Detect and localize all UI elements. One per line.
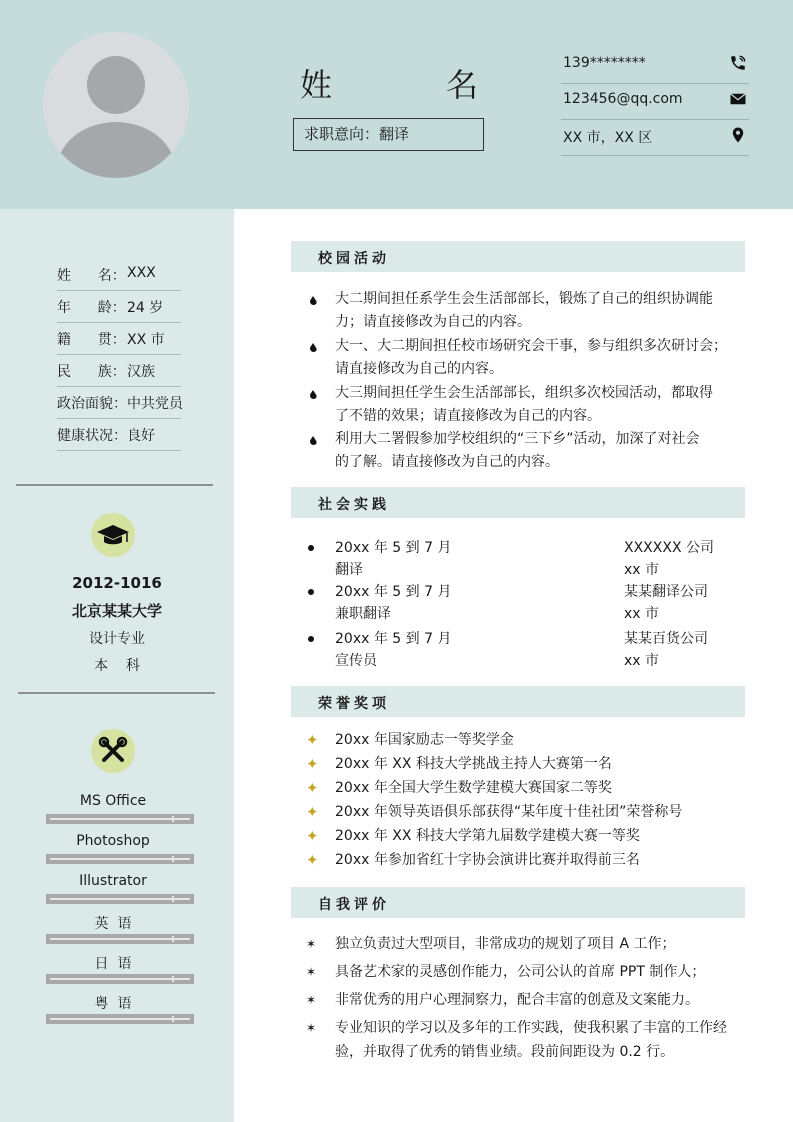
profile-value: 中共党员 — [127, 396, 183, 412]
social-city: xx 市 — [624, 653, 660, 669]
social-role: 兼职翻译 — [335, 606, 391, 622]
sidebar-divider — [16, 484, 213, 486]
social-item — [306, 628, 736, 672]
drop-bullet-icon — [306, 382, 320, 407]
social-date: 20xx 年 5 到 7 月 — [335, 631, 452, 647]
star-bullet-icon: ✶ — [306, 993, 317, 1007]
profile-row-political — [57, 387, 181, 419]
contact-address — [561, 120, 749, 156]
profile-row-age — [57, 291, 181, 323]
education-major: 设计专业 — [89, 631, 145, 647]
section-title: 社会实践 — [318, 497, 390, 513]
section-title: 校园活动 — [318, 251, 390, 267]
name-char-1: 姓 — [300, 66, 333, 104]
campus-line: 力；请直接修改为自己的内容。 — [335, 314, 531, 330]
social-role: 宣传员 — [335, 653, 377, 669]
contact-email-text: 123456@qq.com — [563, 91, 683, 107]
section-header-self-eval — [291, 887, 745, 918]
skill-name: Photoshop — [76, 833, 150, 849]
social-company: 某某百货公司 — [624, 631, 708, 647]
profile-value: 24 岁 — [127, 300, 164, 316]
profile-label: 姓 名： — [57, 268, 126, 284]
star-bullet-icon: ✶ — [306, 937, 317, 951]
skill-bar — [46, 814, 194, 824]
section-title: 自我评价 — [318, 897, 390, 913]
honor-text: 20xx 年 XX 科技大学挑战主持人大赛第一名 — [335, 756, 612, 772]
profile-value: XXX — [127, 265, 156, 281]
star-bullet-icon: ✦ — [306, 803, 319, 821]
drop-bullet-icon — [306, 288, 320, 313]
self-eval-line: 非常优秀的用户心理洞察力，配合丰富的创意及文案能力。 — [335, 992, 699, 1008]
sidebar-divider — [18, 692, 215, 694]
education-school: 北京某某大学 — [71, 602, 162, 620]
honor-text: 20xx 年参加省红十字协会演讲比赛并取得前三名 — [335, 852, 640, 868]
star-bullet-icon: ✦ — [306, 851, 319, 869]
skill-bar — [46, 1014, 194, 1024]
skill-name: 粤 语 — [94, 996, 132, 1012]
social-item — [306, 537, 736, 581]
profile-row-ethnicity — [57, 355, 181, 387]
section-header-honors — [291, 686, 745, 717]
campus-line: 大三期间担任学生会生活部部长，组织多次校园活动，都取得 — [335, 385, 713, 401]
section-title: 荣誉奖项 — [318, 696, 390, 712]
profile-label: 政治面貌： — [57, 396, 127, 412]
tools-icon — [91, 729, 135, 773]
self-eval-line: 独立负责过大型项目，非常成功的规划了项目 A 工作； — [335, 936, 676, 952]
name-title — [300, 60, 478, 106]
skill-bar — [46, 974, 194, 984]
mail-icon — [729, 90, 747, 108]
social-company: XXXXXX 公司 — [624, 540, 714, 556]
honor-text: 20xx 年 XX 科技大学第九届数学建模大赛一等奖 — [335, 828, 640, 844]
skill-bar — [46, 894, 194, 904]
honor-text: 20xx 年国家励志一等奖学金 — [335, 732, 514, 748]
profile-label: 年 龄： — [57, 300, 126, 316]
social-item — [306, 581, 736, 625]
self-eval-line: 专业知识的学习以及多年的工作实践，使我积累了丰富的工作经 — [335, 1020, 727, 1036]
name-char-2: 名 — [445, 66, 478, 104]
avatar-body — [56, 122, 176, 178]
star-bullet-icon: ✦ — [306, 779, 319, 797]
drop-bullet-icon — [306, 428, 320, 453]
contact-phone — [561, 48, 749, 84]
bullet-dot — [308, 589, 314, 595]
profile-label: 籍 贯： — [57, 332, 126, 348]
self-eval-line: 具备艺术家的灵感创作能力，公司公认的首席 PPT 制作人； — [335, 964, 706, 980]
contact-phone-text: 139******** — [563, 55, 646, 71]
job-intent-box: 求职意向：翻译 — [293, 118, 484, 151]
profile-row-name — [57, 259, 181, 291]
bullet-dot — [308, 636, 314, 642]
education-degree: 本 科 — [94, 658, 140, 674]
avatar-head — [87, 56, 145, 114]
profile-value: 良好 — [127, 428, 155, 444]
campus-line: 大一、大二期间担任校市场研究会干事，参与组织多次研讨会； — [335, 338, 727, 354]
star-bullet-icon: ✶ — [306, 1021, 317, 1035]
social-company: 某某翻译公司 — [624, 584, 708, 600]
honor-text: 20xx 年领导英语俱乐部获得“某年度十佳社团”荣誉称号 — [335, 804, 683, 820]
location-pin-icon — [729, 126, 747, 144]
self-eval-line: 验，并取得了优秀的销售业绩。段前间距设为 0.2 行。 — [335, 1044, 675, 1060]
social-city: xx 市 — [624, 562, 660, 578]
graduation-cap-icon — [91, 513, 135, 557]
section-header-campus — [291, 241, 745, 272]
phone-icon — [729, 54, 747, 72]
skill-name: Illustrator — [79, 873, 147, 889]
skill-bar — [46, 934, 194, 944]
profile-label: 民 族： — [57, 364, 126, 380]
profile-row-health — [57, 419, 181, 451]
social-date: 20xx 年 5 到 7 月 — [335, 540, 452, 556]
honor-text: 20xx 年全国大学生数学建模大赛国家二等奖 — [335, 780, 612, 796]
drop-bullet-icon — [306, 335, 320, 360]
avatar — [43, 32, 189, 178]
skill-name: 英 语 — [94, 916, 132, 932]
profile-row-native-place — [57, 323, 181, 355]
bullet-dot — [308, 545, 314, 551]
profile-value: 汉族 — [127, 364, 155, 380]
skill-name: 日 语 — [94, 956, 132, 972]
star-bullet-icon: ✦ — [306, 731, 319, 749]
social-city: xx 市 — [624, 606, 660, 622]
star-bullet-icon: ✶ — [306, 965, 317, 979]
contact-email — [561, 84, 749, 120]
campus-line: 了不错的效果；请直接修改为自己的内容。 — [335, 408, 601, 424]
social-date: 20xx 年 5 到 7 月 — [335, 584, 452, 600]
education-years: 2012-1016 — [72, 574, 162, 592]
profile-value: XX 市 — [127, 332, 165, 348]
skill-name: MS Office — [79, 793, 147, 809]
campus-line: 利用大二署假参加学校组织的“三下乡”活动，加深了对社会 — [335, 431, 700, 447]
campus-line: 的了解。请直接修改为自己的内容。 — [335, 454, 559, 470]
skill-bar — [46, 854, 194, 864]
campus-line: 请直接修改为自己的内容。 — [335, 361, 503, 377]
star-bullet-icon: ✦ — [306, 827, 319, 845]
social-role: 翻译 — [335, 562, 363, 578]
star-bullet-icon: ✦ — [306, 755, 319, 773]
profile-label: 健康状况： — [57, 428, 127, 444]
campus-line: 大二期间担任系学生会生活部部长，锻炼了自己的组织协调能 — [335, 291, 713, 307]
contact-address-text: XX 市，XX 区 — [563, 130, 653, 146]
section-header-social — [291, 487, 745, 518]
